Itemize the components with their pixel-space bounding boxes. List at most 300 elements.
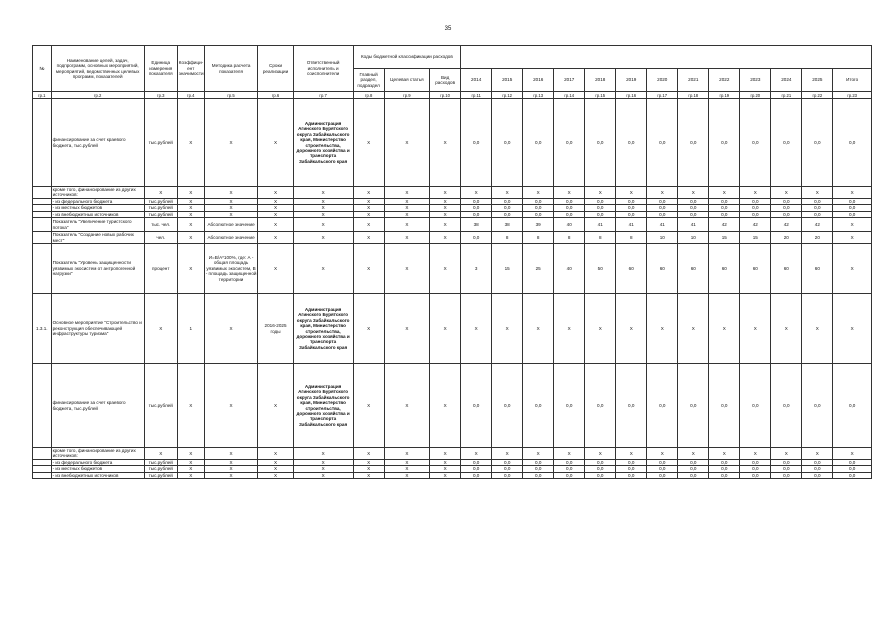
table-cell: Х <box>258 448 293 460</box>
table-cell: 0,0 <box>585 472 616 478</box>
table-cell: Х <box>177 211 204 217</box>
table-cell: Х <box>384 187 430 199</box>
table-cell: Х <box>353 244 384 294</box>
table-cell: Х <box>384 232 430 244</box>
responsible-cell: Администрация Агинского Бурятского округа Забайкальского края, Министерство строительства, дорожного хозяйства и транспорта Забайкальского края <box>293 99 353 187</box>
measure-number: 1.3.1. <box>33 294 52 364</box>
table-cell: Х <box>293 218 353 232</box>
total-cell: Х <box>833 218 872 232</box>
column-number: гр.12 <box>492 92 523 99</box>
table-cell: 0,0 <box>492 466 523 472</box>
table-cell: 0,0 <box>740 211 771 217</box>
value-cell: 0,0 <box>461 364 492 448</box>
indicator-name: Показатель "Увеличение туристского потока" <box>51 218 144 232</box>
value-cell: 0,0 <box>709 364 740 448</box>
column-number-row <box>33 92 872 99</box>
column-number: гр.10 <box>430 92 461 99</box>
table-cell: 0,0 <box>740 198 771 204</box>
table-cell: 0,0 <box>647 472 678 478</box>
value-cell: 20 <box>771 232 802 244</box>
table-cell: Х <box>177 466 204 472</box>
table-cell: Х <box>616 294 647 364</box>
table-cell: 0,0 <box>492 198 523 204</box>
indicator-row <box>33 218 872 232</box>
table-cell: Х <box>353 472 384 478</box>
value-cell: 41 <box>678 218 709 232</box>
header-no: № <box>33 46 52 92</box>
table-cell: Х <box>177 448 204 460</box>
table-cell: Х <box>430 218 461 232</box>
table-cell: 0,0 <box>802 466 833 472</box>
header-unit: Единица измерения показателя <box>144 46 177 92</box>
value-cell: 0,0 <box>802 99 833 187</box>
header-codes: Коды бюджетной классификации расходов <box>353 46 461 69</box>
table-cell: Х <box>384 459 430 465</box>
table-cell: 0,0 <box>647 205 678 211</box>
table-cell: 0,0 <box>771 211 802 217</box>
table-cell: Х <box>204 448 258 460</box>
table-cell: 0,0 <box>492 459 523 465</box>
table-cell: Х <box>430 205 461 211</box>
table-cell: Х <box>293 232 353 244</box>
header-year: 2018 <box>585 69 616 92</box>
measure-row <box>33 294 872 364</box>
table-cell: Х <box>177 364 204 448</box>
column-number: гр.18 <box>678 92 709 99</box>
value-cell: 10 <box>647 232 678 244</box>
table-cell: Х <box>430 187 461 199</box>
header-kind: Вид расходов <box>430 69 461 92</box>
no-cell <box>33 364 52 448</box>
table-cell: 0,0 <box>740 205 771 211</box>
table-cell: 0,0 <box>709 472 740 478</box>
other-sources-row <box>33 448 872 460</box>
table-cell: тыс.рублей <box>144 211 177 217</box>
table-cell: Х <box>204 364 258 448</box>
value-cell: 0,0 <box>461 232 492 244</box>
table-cell: 0,0 <box>616 211 647 217</box>
value-cell: 25 <box>523 244 554 294</box>
table-cell: Х <box>647 187 678 199</box>
table-cell: 0,0 <box>585 205 616 211</box>
column-number: гр.4 <box>177 92 204 99</box>
table-cell: 0,0 <box>461 211 492 217</box>
header-blank <box>461 46 872 69</box>
table-cell: 0,0 <box>554 472 585 478</box>
table-cell: Х <box>353 198 384 204</box>
table-cell: Х <box>430 211 461 217</box>
no-cell <box>33 218 52 232</box>
value-cell: 15 <box>740 232 771 244</box>
value-cell: 42 <box>740 218 771 232</box>
header-year: 2019 <box>616 69 647 92</box>
table-cell: 0,0 <box>616 198 647 204</box>
table-cell: Х <box>293 459 353 465</box>
financing-label: финансирование за счет краевого бюджета, тыс.рублей <box>51 364 144 448</box>
table-cell: Х <box>430 244 461 294</box>
table-cell: Х <box>177 472 204 478</box>
financing-row <box>33 99 872 187</box>
total-cell: Х <box>833 244 872 294</box>
value-cell: 0,0 <box>678 364 709 448</box>
table-cell: Х <box>353 294 384 364</box>
table-cell: Х <box>293 211 353 217</box>
table-cell: Х <box>802 187 833 199</box>
table-cell: Х <box>353 99 384 187</box>
table-cell: Х <box>833 448 872 460</box>
header-coef: Коэффици-ент значимости <box>177 46 204 92</box>
table-cell: Х <box>384 218 430 232</box>
source-label: - из местных бюджетов <box>51 466 144 472</box>
financing-label: финансирование за счет краевого бюджета, тыс.рублей <box>51 99 144 187</box>
table-cell: Х <box>740 294 771 364</box>
table-cell: Х <box>353 211 384 217</box>
table-cell: Х <box>678 448 709 460</box>
header-method: Методика расчета показателя <box>204 46 258 92</box>
financing-row <box>33 364 872 448</box>
unit-cell: чел. <box>144 232 177 244</box>
column-number: гр.13 <box>523 92 554 99</box>
table-cell: 0,0 <box>461 466 492 472</box>
table-cell: Х <box>430 99 461 187</box>
header-year: 2017 <box>554 69 585 92</box>
table-cell: 0,0 <box>802 211 833 217</box>
table-cell: Х <box>384 472 430 478</box>
table-cell: Х <box>523 448 554 460</box>
value-cell: 0,0 <box>523 99 554 187</box>
table-cell: Х <box>177 232 204 244</box>
table-cell: Х <box>177 205 204 211</box>
table-cell: 0,0 <box>647 198 678 204</box>
source-label: - из внебюджетных источников <box>51 472 144 478</box>
column-number: гр.14 <box>554 92 585 99</box>
table-cell: Х <box>802 448 833 460</box>
table-cell: 0,0 <box>709 466 740 472</box>
table-cell: 0,0 <box>740 472 771 478</box>
value-cell: 0,0 <box>771 364 802 448</box>
table-cell: Х <box>258 232 293 244</box>
table-cell: Х <box>585 448 616 460</box>
other-sources-label: кроме того, финансирование из других источников: <box>51 448 144 460</box>
table-cell: Х <box>740 448 771 460</box>
table-cell: 0,0 <box>833 198 872 204</box>
value-cell: 40 <box>554 218 585 232</box>
table-cell: Х <box>771 187 802 199</box>
table-cell: 0,0 <box>771 459 802 465</box>
value-cell: 0,0 <box>616 364 647 448</box>
table-cell: Х <box>585 294 616 364</box>
table-cell: 0,0 <box>616 472 647 478</box>
table-cell: 0,0 <box>833 472 872 478</box>
value-cell: 0,0 <box>802 364 833 448</box>
value-cell: 3 <box>461 244 492 294</box>
value-cell: 0,0 <box>492 99 523 187</box>
value-cell: 60 <box>647 244 678 294</box>
table-cell: Х <box>353 459 384 465</box>
table-cell: 0,0 <box>771 205 802 211</box>
table-cell: 0,0 <box>771 198 802 204</box>
table-cell: 0,0 <box>647 211 678 217</box>
table-cell: Х <box>430 466 461 472</box>
table-cell: Х <box>293 448 353 460</box>
table-cell: 0,0 <box>492 205 523 211</box>
value-cell: 0,0 <box>833 99 872 187</box>
table-cell: Х <box>461 294 492 364</box>
table-cell: 0,0 <box>554 198 585 204</box>
value-cell: 0,0 <box>554 99 585 187</box>
table-cell: Х <box>384 205 430 211</box>
table-cell: Х <box>430 459 461 465</box>
table-cell: 0,0 <box>678 198 709 204</box>
indicator-row <box>33 232 872 244</box>
table-cell: Х <box>833 294 872 364</box>
table-cell: 0,0 <box>802 198 833 204</box>
value-cell: 15 <box>492 244 523 294</box>
value-cell: 60 <box>740 244 771 294</box>
table-cell: 0,0 <box>678 205 709 211</box>
table-cell: Х <box>709 294 740 364</box>
header-year: 2023 <box>740 69 771 92</box>
total-cell: Х <box>833 232 872 244</box>
table-cell: Х <box>384 198 430 204</box>
table-cell: 0,0 <box>554 205 585 211</box>
value-cell: 8 <box>492 232 523 244</box>
table-cell: Х <box>523 294 554 364</box>
column-number: гр.21 <box>771 92 802 99</box>
table-cell: Х <box>430 294 461 364</box>
measure-name: Основное мероприятие "Строительство и реконструкция обеспечивающей инфраструктуры туризма" <box>51 294 144 364</box>
table-cell: тыс.рублей <box>144 459 177 465</box>
table-cell: Х <box>492 448 523 460</box>
table-cell: Х <box>353 232 384 244</box>
column-number: гр.11 <box>461 92 492 99</box>
table-cell: Х <box>384 364 430 448</box>
table-cell: Х <box>204 205 258 211</box>
table-cell: 0,0 <box>585 459 616 465</box>
table-cell: Х <box>258 211 293 217</box>
table-cell: Х <box>384 294 430 364</box>
table-cell: Х <box>709 448 740 460</box>
header-year: 2020 <box>647 69 678 92</box>
header-year: 2016 <box>523 69 554 92</box>
no-cell <box>33 448 52 460</box>
no-cell <box>33 187 52 199</box>
table-cell: Х <box>353 466 384 472</box>
table-cell: Х <box>204 198 258 204</box>
unit-cell: процент <box>144 244 177 294</box>
column-number: гр.16 <box>616 92 647 99</box>
value-cell: 38 <box>461 218 492 232</box>
value-cell: 41 <box>585 218 616 232</box>
table-cell: Х <box>177 244 204 294</box>
table-cell: 0,0 <box>740 459 771 465</box>
table-cell: Х <box>177 187 204 199</box>
source-label: - из федерального бюджета <box>51 198 144 204</box>
responsible-cell: Администрация Агинского Бурятского округа Забайкальского края, Министерство строительства, дорожного хозяйства и транспорта Забайкальского края <box>293 364 353 448</box>
unit-cell: тыс.рублей <box>144 364 177 448</box>
table-cell: Х <box>177 459 204 465</box>
header-year: 2015 <box>492 69 523 92</box>
value-cell: 8 <box>554 232 585 244</box>
table-cell: 0,0 <box>523 472 554 478</box>
header-section: Главный раздел, подраздел <box>353 69 384 92</box>
table-cell: Х <box>585 187 616 199</box>
column-number: гр.7 <box>293 92 353 99</box>
value-cell: 8 <box>585 232 616 244</box>
table-cell: Х <box>177 198 204 204</box>
indicator-name: Показатель "Создание новых рабочих мест" <box>51 232 144 244</box>
header-year: 2022 <box>709 69 740 92</box>
source-row <box>33 472 872 478</box>
table-cell: тыс.рублей <box>144 466 177 472</box>
table-cell: Х <box>258 205 293 211</box>
table-cell: Х <box>492 294 523 364</box>
value-cell: 0,0 <box>585 99 616 187</box>
table-cell: Х <box>258 466 293 472</box>
table-cell: 0,0 <box>802 459 833 465</box>
table-cell: Х <box>430 364 461 448</box>
value-cell: 0,0 <box>740 364 771 448</box>
header-year: 2025 <box>802 69 833 92</box>
value-cell: 60 <box>802 244 833 294</box>
indicator-row <box>33 244 872 294</box>
table-cell: Х <box>144 294 177 364</box>
table-cell: Х <box>144 187 177 199</box>
header-article: Целевая статья <box>384 69 430 92</box>
value-cell: 0,0 <box>523 364 554 448</box>
value-cell: 0,0 <box>771 99 802 187</box>
table-cell: 0,0 <box>461 459 492 465</box>
coef-cell: 1 <box>177 294 204 364</box>
value-cell: 0,0 <box>678 99 709 187</box>
table-cell: Х <box>492 187 523 199</box>
no-cell <box>33 244 52 294</box>
term-cell: 2016-2025 годы <box>258 294 293 364</box>
table-cell: Х <box>204 459 258 465</box>
table-cell: 0,0 <box>616 459 647 465</box>
table-cell: 0,0 <box>833 205 872 211</box>
table-cell: 0,0 <box>616 205 647 211</box>
table-cell: Х <box>353 187 384 199</box>
header-row <box>33 46 872 69</box>
table-cell: Х <box>293 244 353 294</box>
table-cell: 0,0 <box>585 466 616 472</box>
table-cell: Х <box>204 211 258 217</box>
value-cell: 39 <box>523 218 554 232</box>
table-cell: Х <box>204 472 258 478</box>
table-cell: Х <box>647 448 678 460</box>
unit-cell: тыс.рублей <box>144 99 177 187</box>
unit-cell: тыс. чел. <box>144 218 177 232</box>
value-cell: 60 <box>771 244 802 294</box>
table-cell: 0,0 <box>554 466 585 472</box>
no-cell <box>33 472 52 478</box>
table-cell: 0,0 <box>461 205 492 211</box>
method-cell: Абсолютное значение <box>204 232 258 244</box>
table-cell: Х <box>353 364 384 448</box>
value-cell: 10 <box>678 232 709 244</box>
header-year: 2024 <box>771 69 802 92</box>
column-number: гр.5 <box>204 92 258 99</box>
header-total: Итого <box>833 69 872 92</box>
table-cell: 0,0 <box>833 211 872 217</box>
table-cell: Х <box>771 448 802 460</box>
other-sources-label: кроме того, финансирование из других источников: <box>51 187 144 199</box>
value-cell: 38 <box>492 218 523 232</box>
table-cell: 0,0 <box>833 466 872 472</box>
table-cell: Х <box>293 198 353 204</box>
table-cell: Х <box>554 294 585 364</box>
table-cell: 0,0 <box>585 211 616 217</box>
value-cell: 0,0 <box>554 364 585 448</box>
value-cell: 60 <box>709 244 740 294</box>
column-number: гр.15 <box>585 92 616 99</box>
table-cell: Х <box>616 448 647 460</box>
table-cell: 0,0 <box>492 472 523 478</box>
table-cell: 0,0 <box>647 466 678 472</box>
table-cell: 0,0 <box>523 205 554 211</box>
value-cell: 50 <box>585 244 616 294</box>
column-number: гр.19 <box>709 92 740 99</box>
table-cell: Х <box>204 294 258 364</box>
no-cell <box>33 232 52 244</box>
table-cell: Х <box>678 294 709 364</box>
table-cell: 0,0 <box>678 459 709 465</box>
table-cell: 0,0 <box>833 459 872 465</box>
table-cell: 0,0 <box>554 459 585 465</box>
value-cell: 60 <box>678 244 709 294</box>
value-cell: 0,0 <box>647 364 678 448</box>
table-cell: 0,0 <box>678 466 709 472</box>
value-cell: 0,0 <box>492 364 523 448</box>
value-cell: 42 <box>802 218 833 232</box>
value-cell: 0,0 <box>616 99 647 187</box>
value-cell: 40 <box>554 244 585 294</box>
value-cell: 8 <box>523 232 554 244</box>
table-cell: Х <box>177 218 204 232</box>
table-cell: Х <box>771 294 802 364</box>
header-year: 2014 <box>461 69 492 92</box>
table-cell: Х <box>293 187 353 199</box>
column-number: гр.22 <box>802 92 833 99</box>
table-cell: Х <box>177 99 204 187</box>
table-cell: Х <box>258 364 293 448</box>
table-cell: 0,0 <box>523 466 554 472</box>
table-cell: 0,0 <box>802 472 833 478</box>
table-cell: Х <box>258 218 293 232</box>
value-cell: 42 <box>709 218 740 232</box>
table-cell: Х <box>384 466 430 472</box>
table-cell: Х <box>461 448 492 460</box>
table-cell: Х <box>430 232 461 244</box>
table-cell: тыс.рублей <box>144 205 177 211</box>
table-cell: Х <box>647 294 678 364</box>
value-cell: 0,0 <box>740 99 771 187</box>
table-cell: 0,0 <box>647 459 678 465</box>
value-cell: 41 <box>647 218 678 232</box>
table-cell: 0,0 <box>740 466 771 472</box>
table-cell: 0,0 <box>709 459 740 465</box>
value-cell: 42 <box>771 218 802 232</box>
value-cell: 41 <box>616 218 647 232</box>
table-cell: 0,0 <box>616 466 647 472</box>
budget-table <box>32 45 872 479</box>
table-cell: Х <box>461 187 492 199</box>
value-cell: 15 <box>709 232 740 244</box>
table-cell: 0,0 <box>492 211 523 217</box>
table-cell: Х <box>293 466 353 472</box>
column-number: гр.20 <box>740 92 771 99</box>
